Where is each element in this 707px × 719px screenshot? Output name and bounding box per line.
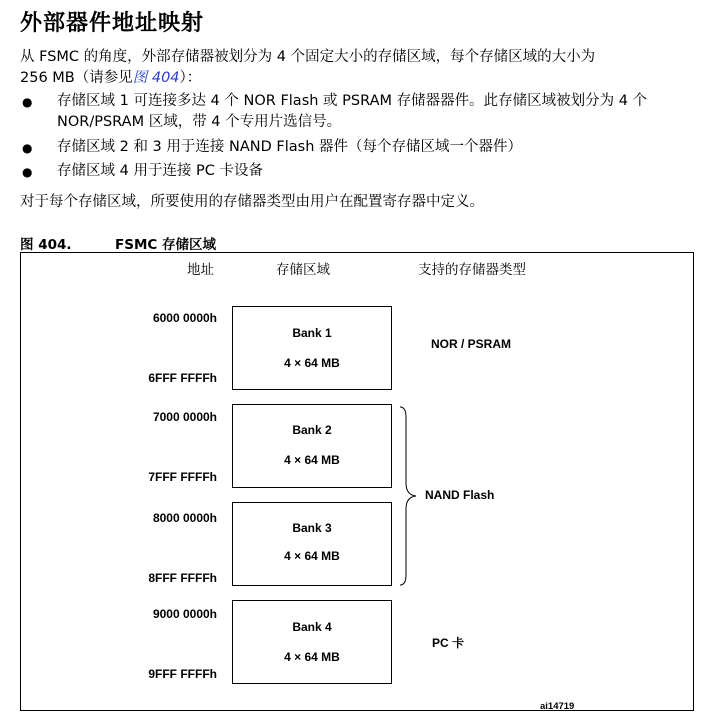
- bank4-end-address: 9FFF FFFFh: [148, 667, 217, 681]
- bullet-item-3: 存储区域 4 用于连接 PC 卡设备: [57, 163, 264, 179]
- bank3-start-address: 8000 0000h: [152, 511, 217, 525]
- header-type: 支持的存储器类型: [418, 262, 526, 278]
- bank4-name: Bank 4: [292, 620, 332, 634]
- bank2-name: Bank 2: [292, 423, 332, 437]
- bullet-item-2: 存储区域 2 和 3 用于连接 NAND Flash 器件（每个存储区域一个器件）: [57, 139, 522, 155]
- bank1-block: [232, 306, 392, 390]
- bank4-block: [232, 600, 392, 684]
- bank1-memory-type: NOR / PSRAM: [431, 337, 512, 351]
- bank3-block: [232, 502, 392, 586]
- intro-paragraph: [20, 47, 595, 89]
- bank1-start-address: 6000 0000h: [152, 311, 217, 325]
- bank1-size: 4 × 64 MB: [284, 356, 340, 370]
- figure-title: FSMC 存储区域: [115, 237, 216, 253]
- figure-caption: [20, 233, 216, 253]
- figure-number: 图 404.: [20, 237, 72, 253]
- closing-paragraph: 对于每个存储区域，所要使用的存储器类型由用户在配置寄存器中定义。: [20, 194, 484, 210]
- bank1-name: Bank 1: [292, 326, 332, 340]
- bullet-icon: ●: [22, 165, 33, 179]
- bank4-size: 4 × 64 MB: [284, 650, 340, 664]
- header-bank: 存储区域: [276, 262, 330, 278]
- page-title: 外部器件地址映射: [20, 11, 205, 36]
- bullet-icon: ●: [22, 95, 33, 109]
- bullet-item-1: 存储区域 1 可连接多达 4 个 NOR Flash 或 PSRAM 存储器器件。此存储区域被划分为 4 个 NOR/PSRAM 区域，带 4 个专用片选信号。: [57, 93, 648, 130]
- bank1-end-address: 6FFF FFFFh: [148, 371, 217, 385]
- bank4-start-address: 9000 0000h: [152, 607, 217, 621]
- intro-line-1: 从 FSMC 的角度，外部存储器被划分为 4 个固定大小的存储区域，每个存储区域的大小为: [20, 49, 596, 65]
- bank4-memory-type: PC 卡: [432, 636, 465, 650]
- intro-line-2: 256 MB（请参见图 404）：: [20, 70, 202, 86]
- header-address: 地址: [187, 262, 214, 278]
- bullet-icon: ●: [22, 141, 33, 155]
- bank2-end-address: 7FFF FFFFh: [148, 470, 217, 484]
- figure-id: ai14719: [540, 701, 575, 712]
- bank3-size: 4 × 64 MB: [284, 549, 340, 563]
- figure-link[interactable]: 图 404: [132, 70, 180, 86]
- bank2-start-address: 7000 0000h: [152, 410, 217, 424]
- bank2-block: [232, 404, 392, 488]
- nand-brace-icon: [398, 405, 420, 587]
- bank3-name: Bank 3: [292, 521, 332, 535]
- bank3-end-address: 8FFF FFFFh: [148, 571, 217, 585]
- bank2-size: 4 × 64 MB: [284, 453, 340, 467]
- nand-memory-type: NAND Flash: [425, 488, 495, 502]
